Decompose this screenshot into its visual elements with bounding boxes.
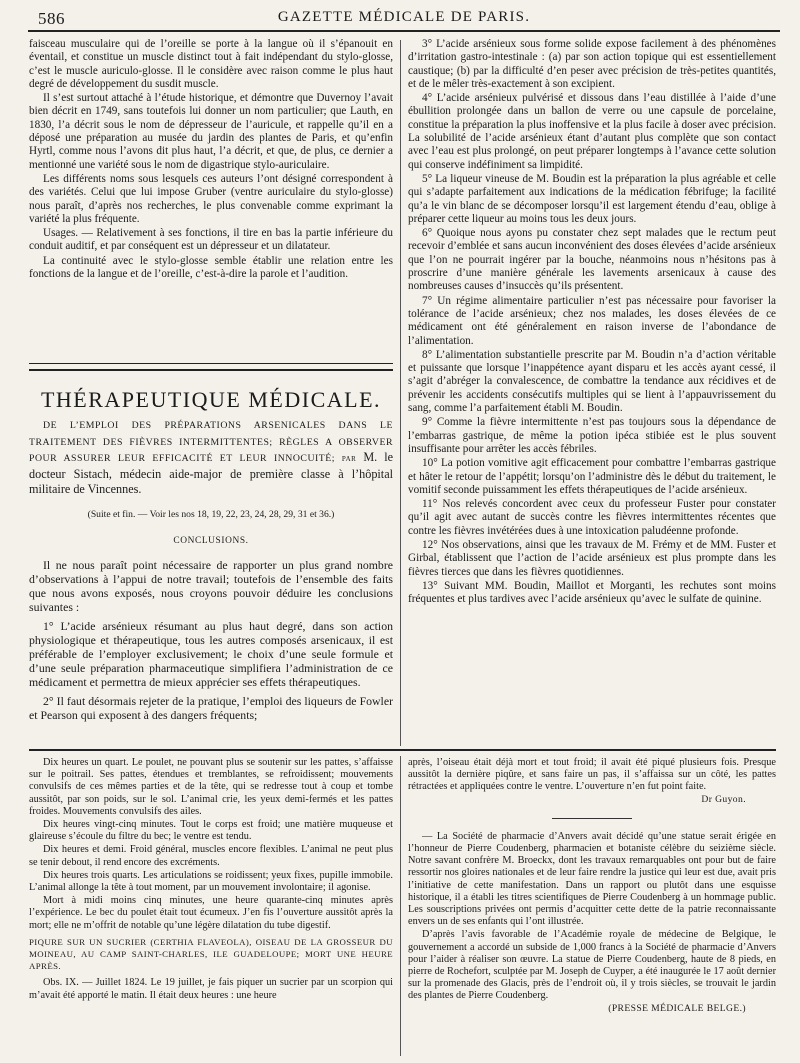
source-credit: (PRESSE MÉDICALE BELGE.) bbox=[608, 1002, 746, 1014]
paragraph: Il s’est surtout attaché à l’étude historique, et démontre que Duvernoy l’avait bien décrit en 1749, sans toutefois lui donner un nom particulier; que Lauth, en 1830, l’a décrit sous le nom de dépresseur de l’auricule, et rappelle qu’il en a déposé une préparation au musée du jardin des plantes de Paris, et qu’enfin Hyrtl, comme nous l’avons dit plus haut, l’a décrit, et que, de plus, ce dernier a mentionné une variété sous le nom de digastrique stylo-auriculaire. bbox=[29, 92, 393, 171]
column-divider-top bbox=[400, 40, 401, 746]
article-subheading bbox=[29, 417, 393, 496]
paragraph: Il ne nous paraît point nécessaire de rapporter un plus grand nombre d’observations à l’appui de notre travail; toutefois de l’ensemble des faits que nous avons exposés, nous croyons pouvoir déduire les conclusions suivantes : bbox=[29, 557, 393, 615]
paragraph: 1° L’acide arsénieux résumant au plus haut degré, dans son action physiologique et thérapeutique, tous les autres composés arsenicaux, il est préférable de l’employer exclusivement; le choix d’une seule formule et d’une seule préparation pharmaceutique simplifiera l’administration de ce médicament et permettra de mieux apprécier ses effets thérapeutiques. bbox=[29, 618, 393, 690]
conclusion-item: 5° La liqueur vineuse de M. Boudin est la préparation la plus agréable et celle qui s’adapte parfaitement aux indications de la médication fébrifuge; la facilité qu’a le vin blanc de se décomposer lorsqu’il est largement étendu d’eau, oblige à préparer cette liqueur au moins tous les deux jours. bbox=[408, 172, 776, 225]
paragraph: Mort à midi moins cinq minutes, une heure quarante-cinq minutes après l’expérience. Le bec du poulet était tout écumeux. J’en fis l’ouverture aussitôt après la mort; elle ne m’offrit de notable qu’une légère dilatation du tube digestif. bbox=[29, 895, 393, 931]
subheading-author: M. le docteur Sistach, médecin aide-major de première classe à l’hôpital militaire de Vincennes. bbox=[29, 450, 393, 496]
conclusion-item: 7° Un régime alimentaire particulier n’est pas nécessaire pour favoriser la tolérance de l’acide arsénieux; chez nos malades, les doses élevées de ce médicament ont été généralement en raison inverse de l’abondance de l’alimentation. bbox=[408, 294, 776, 347]
suite-note: (Suite et fin. — Voir les nos 18, 19, 22, 23, 24, 28, 29, 31 et 36.) bbox=[87, 509, 335, 521]
left-column-top bbox=[29, 38, 393, 281]
left-column-bottom bbox=[29, 757, 393, 1002]
right-column-top bbox=[408, 38, 776, 606]
paragraph: Dix heures un quart. Le poulet, ne pouvant plus se soutenir sur les pattes, s’affaisse sur le poitrail. Ses pattes, étendues et tremblantes, se refroidissent; mouvements convulsifs de ces mêmes parties et de la tête, qui se redresse tout à coup et tombe aussitôt, par son poids, sur le sol. L’animal crie, les yeux demi-fermés et les pattes froides. Mouvements convulsifs des ailes. bbox=[29, 757, 393, 817]
observation-heading: PIQURE SUR UN SUCRIER (CERTHIA FLAVEOLA), OISEAU DE LA GROSSEUR DU MOINEAU, AU CAMP SAINT-CHARLES, ILE GUADELOUPE; MORT UNE HEURE APRÈS. bbox=[29, 936, 393, 972]
signature-guyon: Dr Guyon. bbox=[701, 793, 746, 805]
paragraph: Dix heures et demi. Froid général, muscles encore flexibles. L’animal ne peut plus se tenir debout, il rend encore des excréments. bbox=[29, 844, 393, 868]
paragraph: faisceau musculaire qui de l’oreille se porte à la langue où il s’épanouit en éventail, et constitue un muscle distinct tout à fait indépendant du stylo-glosse, c’est le muscle auriculo-glosse. Il le considère avec raison comme le plus haut degré de développement du susdit muscle. bbox=[29, 38, 393, 90]
paragraph: après, l’oiseau était déjà mort et tout froid; il avait été piqué plusieurs fois. Presque aussitôt la dernière piqûre, et sans faire un pas, il s’affaissa sur un côté, les pattes rétractées et appliquées contre le ventre. L’ouverture n’en fut point faite. bbox=[408, 757, 776, 793]
paragraph: La continuité avec le stylo-glosse semble établir une relation entre les fonctions de la langue et de l’oreille, c’est-à-dire la parole et l’audition. bbox=[29, 254, 393, 281]
running-title: GAZETTE MÉDICALE DE PARIS. bbox=[277, 9, 531, 25]
paragraph-usages: Usages. — Relativement à ses fonctions, il tire en bas la partie inférieure du conduit auditif, et par conséquent est un dépresseur et un dilatateur. bbox=[29, 227, 393, 253]
therapeutique-section bbox=[29, 387, 393, 722]
conclusion-item: 13° Suivant MM. Boudin, Maillot et Morganti, les rechutes sont moins fréquentes et plus tardives avec l’acide arsénieux qu’avec le sulfate de quinine. bbox=[408, 579, 776, 606]
short-rule bbox=[552, 818, 632, 819]
paragraph: Dix heures trois quarts. Les articulations se roidissent; yeux fixes, pupille immobile. L’animal allonge la tête à tout moment, par un mouvement involontaire; il agonise. bbox=[29, 869, 393, 894]
paragraph: 2° Il faut désormais rejeter de la pratique, l’emploi des liqueurs de Fowler et Pearson qui exposent à des dangers fréquents; bbox=[29, 693, 393, 722]
conclusion-item: 6° Quoique nous ayons pu constater chez sept malades que le rectum peut recevoir d’emblée et sans aucun inconvénient des doses élevées d’acide arsénieux que l’on ne pourrait ingérer par la bouche, néanmoins nous n’hésitons pas à proscrire d’une manière générale les lavements arsenicaux à cause des nombreuses causes d’insuccès qu’ils présentent. bbox=[408, 227, 776, 293]
conclusion-item: 10° La potion vomitive agit efficacement pour combattre l’embarras gastrique et hâter le retour de l’appétit; lorsqu’on l’administre dès le début du traitement, le vomitif seconde puissamment les effets thérapeutiques de l’acide arsénieux. bbox=[408, 457, 776, 496]
feuilleton-rule bbox=[29, 749, 776, 751]
paragraph: — La Société de pharmacie d’Anvers avait décidé qu’une statue serait érigée en l’honneur de Pierre Coudenberg, pharmacien et botaniste célèbre du seizième siècle. Notre savant confrère M. Broeckx, dont les travaux remarquables ont pour but de faire ressortir nos gloires nationales et de leur faire rendre la justice qui leur est due, avait pris l’initiative de cette manifestation. Dans un rapport ou plutôt dans une esquisse historique, il a établi les titres scientifiques de Pierre Coudenberg à un hommage public. Les souscriptions privées ont permis d’acquitter cette dette de la patrie reconnaissante envers un de ses enfants qui l’ont illustrée. bbox=[408, 830, 776, 928]
section-title: THÉRAPEUTIQUE MÉDICALE. bbox=[40, 387, 382, 412]
conclusion-item: 12° Nos observations, ainsi que les travaux de M. Frémy et de MM. Fuster et Girbal, établissent que l’action de l’acide arsénieux est plus prompte dans les fièvres tierces que dans les fièvres quotidiennes. bbox=[408, 538, 776, 578]
page-header bbox=[28, 6, 780, 32]
column-divider-bottom bbox=[400, 756, 401, 1056]
conclusion-item: 8° L’alimentation substantielle prescrite par M. Boudin n’a d’action véritable et puissante que lorsque l’inappétence ayant disparu et les accès ayant cessé, il s’agit d’abréger la convalescence, de combattre la tendance aux récidives et de prévenir les accidents consécutifs multiples qui se lient à l’appauvrissement du sang, comme l’a parfaitement établi M. Boudin. bbox=[408, 348, 776, 415]
paragraph: Les différents noms sous lesquels ces auteurs l’ont désigné correspondent à des variétés. Celui que lui impose Gruber (ventre auriculaire du stylo-glosse) nous paraît, d’après nos recherches, le plus convenable comme exprimant la variété la plus fréquente. bbox=[29, 172, 393, 225]
conclusions-heading: CONCLUSIONS. bbox=[173, 535, 249, 546]
observation-paragraph: Obs. IX. — Juillet 1824. Le 19 juillet, je fais piquer un sucrier par un scorpion qui m’avait été apporté le matin. Il était deux heures : une heure bbox=[29, 977, 393, 1001]
section-rule bbox=[29, 363, 393, 364]
paragraph: D’après l’avis favorable de l’Académie royale de médecine de Belgique, le gouvernement a accordé un subside de 1,000 francs à la Société de pharmacie d’Anvers pour l’aider à réaliser son œuvre. La statue de Pierre Coudenberg, haute de 8 pieds, en pierre de Rochefort, sculptée par M. Joseph de Cuyper, a été inaugurée le 17 août dernier sur la promenade des Glacis, près de l’endroit où, il y trois siècles, se trouvait le jardin des plantes de Pierre Coudenberg. bbox=[408, 929, 776, 1002]
paragraph: Dix heures vingt-cinq minutes. Tout le corps est froid; une matière muqueuse et glaireuse s’écoule du filtre du bec; le ventre est tendu. bbox=[29, 819, 393, 843]
right-column-bottom bbox=[408, 757, 776, 1015]
conclusion-item: 11° Nos relevés concordent avec ceux du professeur Fuster pour constater qu’il agit avec autant de succès contre les fièvres intermittentes récentes que contre les fièvres invétérées dues à une intoxication paludéenne profonde. bbox=[408, 498, 776, 537]
subheading-caps: DE L’EMPLOI DES PRÉPARATIONS ARSENICALES DANS LE TRAITEMENT DES FIÈVRES INTERMITTENTES; RÈGLES A OBSERVER POUR ASSURER LEUR EFFICACITÉ ET LEUR INNOCUITÉ; par bbox=[29, 420, 393, 465]
conclusion-item: 9° Comme la fièvre intermittente n’est pas toujours sous la dépendance de l’embarras gastrique, de même la potion ipéca stibiée est le plus souvent insuffisante pour arrêter les accès fébriles. bbox=[408, 416, 776, 455]
section-rule-thick bbox=[29, 369, 393, 371]
page-number: 586 bbox=[38, 9, 65, 28]
conclusion-item: 4° L’acide arsénieux pulvérisé et dissous dans l’eau distillée à l’aide d’une ébullition prolongée dans un ballon de verre ou une capsule de porcelaine, constitue la préparation la plus inoffensive et la plus facile à doser avec précision. La solubilité de l’acide arsénieux étant d’autant plus complète que son contact avec l’eau est plus prolongé, on peut préparer longtemps à l’avance cette solution qui conserve indéfiniment sa limpidité. bbox=[408, 92, 776, 171]
conclusion-item: 3° L’acide arsénieux sous forme solide expose facilement à des phénomènes d’irritation gastro-intestinale : (a) par son action topique qui est essentiellement caustique; (b) par la difficulté d’en peser avec précision de très-petites quantités, et de le mêler très-exactement à son excipient. bbox=[408, 38, 776, 90]
